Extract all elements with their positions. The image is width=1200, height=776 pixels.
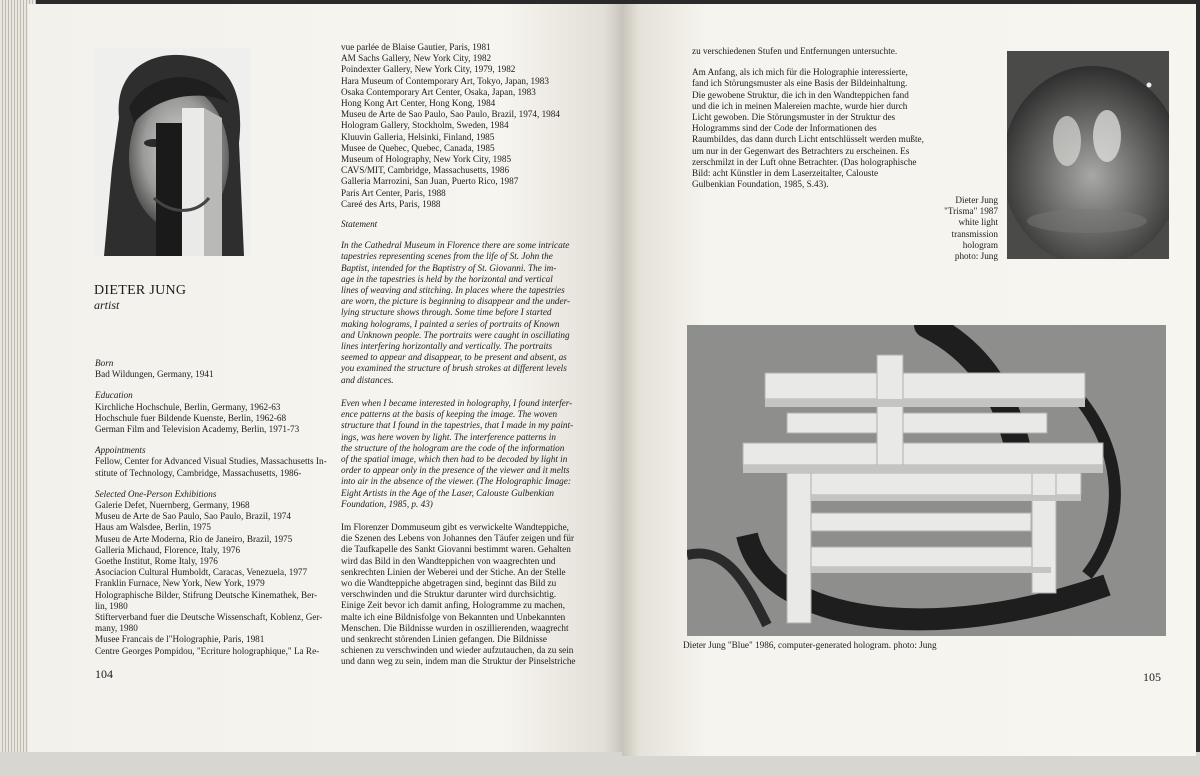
exhibition-item: Musee Francais de l"Holographie, Paris, 1981 bbox=[95, 634, 265, 645]
education-heading: Education bbox=[95, 390, 133, 401]
artist-role: artist bbox=[94, 298, 120, 312]
exhibition-item: many, 1980 bbox=[95, 623, 138, 634]
german-line: und die ich in meinen Malereien machte, wurde hier durch bbox=[692, 100, 908, 111]
exhibition-item: Centre Georges Pompidou, "Ecriture holographique," La Re- bbox=[95, 645, 320, 656]
cv-column bbox=[95, 358, 331, 657]
education-item: German Film and Television Academy, Berlin, 1971-73 bbox=[95, 424, 300, 435]
german-line: Im Florenzer Dommuseum gibt es verwickelte Wandteppiche, bbox=[341, 521, 569, 532]
statement-line: are worn, the picture is beginning to disappear and the under- bbox=[341, 296, 571, 307]
artist-portrait-photo bbox=[94, 48, 251, 256]
german-line: und senkrecht störenden Linien gefangen. Die Bildnisse bbox=[341, 633, 547, 644]
blue-caption: Dieter Jung "Blue" 1986, computer-generated hologram. photo: Jung bbox=[683, 640, 937, 650]
appointments-heading: Appointments bbox=[95, 445, 146, 456]
education-item: Kirchliche Hochschule, Berlin, Germany, 1962-63 bbox=[95, 401, 281, 412]
caption-line: "Trisma" 1987 bbox=[944, 206, 998, 217]
statement-line: lines interfering horizontally and vertically. The portraits bbox=[341, 341, 553, 352]
trisma-hologram-photo bbox=[1007, 51, 1169, 259]
german-line: wird das Bild in den Wandteppichen von waagrechten und bbox=[341, 555, 556, 566]
statement-line: seemed to appear and disappear, to be present and absent, as bbox=[341, 352, 567, 363]
statement-line: tapestries representing scenes from the life of St. John the bbox=[341, 251, 553, 262]
statement-paragraph-1 bbox=[341, 240, 591, 386]
statement-line: making holograms, I painted a series of portraits of Known bbox=[341, 318, 560, 329]
german-line: zu verschiedenen Stufen und Entfernungen untersuchte. bbox=[692, 46, 898, 56]
statement-line: Baptist, intended for the Baptistry of St. Giovanni. The im- bbox=[341, 262, 557, 273]
exhibition-item: Paris Art Center, Paris, 1988 bbox=[341, 187, 446, 198]
german-line: und dann weg zu sein, indem man die Struktur der Pinselstriche bbox=[341, 656, 576, 667]
german-line: Raumbildes, das dann durch Licht entschlüsselt werden mußte, bbox=[692, 134, 924, 145]
exhibition-item: Galleria Marrozini, San Juan, Puerto Rico, 1987 bbox=[341, 176, 519, 187]
exhibition-item: Holographische Bilder, Stifrung Deutsche Kinemathek, Ber- bbox=[95, 589, 318, 600]
statement-line: and distances. bbox=[341, 374, 394, 385]
exhibition-item: Kluuvin Galleria, Helsinki, Finland, 1985 bbox=[341, 131, 495, 142]
german-line: schienen zu verschwinden und wieder aufzutauchen, da zu sein bbox=[341, 645, 574, 656]
caption-line: white light bbox=[958, 217, 998, 228]
german-paragraph-1 bbox=[341, 522, 591, 668]
statement-line: you examined the structure of brush strokes at different levels bbox=[341, 363, 567, 374]
statement-line: lines of weaving and stitching. In places where the tapestries bbox=[341, 285, 565, 296]
right-text-column bbox=[692, 46, 922, 190]
born-text: Bad Wildungen, Germany, 1941 bbox=[95, 369, 214, 380]
exhibition-item: Hong Kong Art Center, Hong Kong, 1984 bbox=[341, 98, 496, 109]
exhibition-item: Osaka Contemporary Art Center, Osaka, Japan, 1983 bbox=[341, 86, 536, 97]
statement-line: into air in the absence of the viewer. (The Holographic Image: bbox=[341, 476, 571, 487]
exhibition-item: vue parlée de Blaise Gautier, Paris, 1981 bbox=[341, 42, 491, 52]
exhibition-item: AM Sachs Gallery, New York City, 1982 bbox=[341, 53, 492, 64]
page-number-left: 104 bbox=[95, 667, 113, 681]
german-line: die Szenen des Lebens von Johannes den Täufer zeigen und für bbox=[341, 533, 575, 544]
caption-line: Dieter Jung bbox=[955, 195, 998, 205]
german-line: fand ich Störungsmuster als eine Basis der Bildeinhaltung. bbox=[692, 78, 908, 89]
german-line: senkrechten Linien der Weberei und der Stiche. An der Stelle bbox=[341, 566, 566, 577]
exhibition-item: Galleria Michaud, Florence, Italy, 1976 bbox=[95, 544, 241, 555]
exhibition-item: Franklin Furnace, New York, New York, 1979 bbox=[95, 578, 265, 589]
german-line: Gulbenkian Foundation, 1985, S.43). bbox=[692, 179, 829, 190]
statement-line: Foundation, 1985, p. 43) bbox=[341, 498, 433, 509]
exhibition-item: Asociacion Cultural Humboldt, Caracas, Venezuela, 1977 bbox=[95, 567, 308, 578]
statement-line: Even when I became interested in holography, I found interfer- bbox=[341, 397, 573, 408]
german-line: Einige Zeit bevor ich damit anfing, Hologramme zu machen, bbox=[341, 600, 565, 611]
exhibition-item: Museum of Holography, New York City, 1985 bbox=[341, 154, 512, 165]
statement-line: lying structure shows through. Some time before I started bbox=[341, 307, 552, 318]
exhibition-item: Museu de Arte de Sao Paulo, Sao Paulo, Brazil, 1974 bbox=[95, 511, 291, 522]
statement-line: of the spatial image, which then had to be decoded by light in bbox=[341, 453, 568, 464]
exhibition-item: Museu de Arte de Sao Paulo, Sao Paulo, Brazil, 1974, 1984 bbox=[341, 109, 560, 120]
statement-line: and Unknown people. The portraits were caught in oscillating bbox=[341, 329, 570, 340]
trisma-caption bbox=[920, 195, 998, 262]
caption-line: hologram bbox=[962, 239, 998, 250]
german-line: malte ich eine Bildnisfolge von Bekannten und Unbekannten bbox=[341, 611, 566, 622]
exhibition-item: Haus am Walsdee, Berlin, 1975 bbox=[95, 522, 211, 533]
exhibition-item: CAVS/MIT, Cambridge, Massachusetts, 1986 bbox=[341, 165, 510, 176]
page-number-right: 105 bbox=[1143, 670, 1161, 684]
german-line: zerschmilzt in der Luft ohne Betrachter. (Das holographische bbox=[692, 156, 917, 167]
exhibition-item: Musee de Quebec, Quebec, Canada, 1985 bbox=[341, 142, 495, 153]
exhibition-item: Hara Museum of Contemporary Art, Tokyo, Japan, 1983 bbox=[341, 75, 549, 86]
statement-line: ings, was here woven by light. The interference patterns in bbox=[341, 431, 556, 442]
german-line: um nur in der Gegenwart des Betrachters zu erscheinen. Es bbox=[692, 145, 910, 156]
german-line: Menschen. Die Bildnisse wurden in oszillierenden, waagrecht bbox=[341, 622, 569, 633]
exhibition-item: Careé des Arts, Paris, 1988 bbox=[341, 198, 441, 209]
born-heading: Born bbox=[95, 358, 114, 368]
exhibition-item: Poindexter Gallery, New York City, 1979, 1982 bbox=[341, 64, 516, 75]
german-paragraph-2 bbox=[692, 67, 922, 190]
german-line: Hologramms sind der Code der Informationen des bbox=[692, 123, 877, 134]
exhibition-item: Goethe Institut, Rome Italy, 1976 bbox=[95, 556, 218, 567]
german-line: Die gewobene Struktur, die ich in den Wandteppichen fand bbox=[692, 89, 909, 100]
german-line: Am Anfang, als ich mich für die Holographie interessierte, bbox=[692, 67, 908, 78]
exhibitions-heading: Selected One-Person Exhibitions bbox=[95, 488, 217, 499]
artist-name: DIETER JUNG bbox=[94, 283, 187, 298]
statement-line: structure that I found in the tapestries, that I made in my paint- bbox=[341, 420, 574, 431]
blue-hologram-photo bbox=[687, 325, 1166, 636]
german-line: wo die Wandteppiche abgetragen sind, beginnt das Bild zu bbox=[341, 577, 557, 588]
statement-line: In the Cathedral Museum in Florence there are some intricate bbox=[341, 240, 570, 251]
appointments-line: stitute of Technology, Cambridge, Massachusetts, 1986- bbox=[95, 467, 302, 478]
exhibition-item: lin, 1980 bbox=[95, 600, 128, 611]
statement-paragraph-2 bbox=[341, 398, 591, 510]
german-line: verschwinden und die Struktur darunter wird durchsichtig. bbox=[341, 589, 557, 600]
middle-column bbox=[341, 42, 591, 668]
caption-line: transmission bbox=[951, 228, 998, 239]
statement-heading: Statement bbox=[341, 219, 378, 230]
statement-line: age in the tapestries is held by the horizontal and vertical bbox=[341, 273, 553, 284]
statement-line: Eight Artists in the Age of the Laser, Calouste Gulbenkian bbox=[341, 487, 555, 498]
statement-line: the structure of the hologram are the code of the information bbox=[341, 442, 565, 453]
exhibition-item: Hologram Gallery, Stockholm, Sweden, 1984 bbox=[341, 120, 509, 131]
statement-line: order to appear only in the presence of the viewer and it melts bbox=[341, 465, 570, 476]
caption-line: photo: Jung bbox=[954, 251, 998, 262]
education-item: Hochschule fuer Bildende Kuenste, Berlin, 1962-68 bbox=[95, 412, 287, 423]
exhibition-item: Galerie Defet, Nuernberg, Germany, 1968 bbox=[95, 500, 250, 511]
exhibition-item: Stifterverband fuer die Deutsche Wissenschaft, Koblenz, Ger- bbox=[95, 612, 323, 623]
german-line: Bild: acht Künstler in dem Laserzeitalter, Calouste bbox=[692, 168, 879, 179]
artist-heading bbox=[94, 283, 294, 312]
statement-line: ence patterns at the basis of keeping the image. The woven bbox=[341, 409, 558, 420]
german-line: Licht gewoben. Die Störungsmuster in der Struktur des bbox=[692, 112, 896, 123]
exhibition-item: Museu de Arte Moderna, Rio de Janeiro, Brazil, 1975 bbox=[95, 533, 293, 544]
german-line: die Taufkapelle des Sankt Giovanni bestimmt waren. Gehalten bbox=[341, 544, 571, 555]
appointments-line: Fellow, Center for Advanced Visual Studies, Massachusetts In- bbox=[95, 456, 327, 467]
